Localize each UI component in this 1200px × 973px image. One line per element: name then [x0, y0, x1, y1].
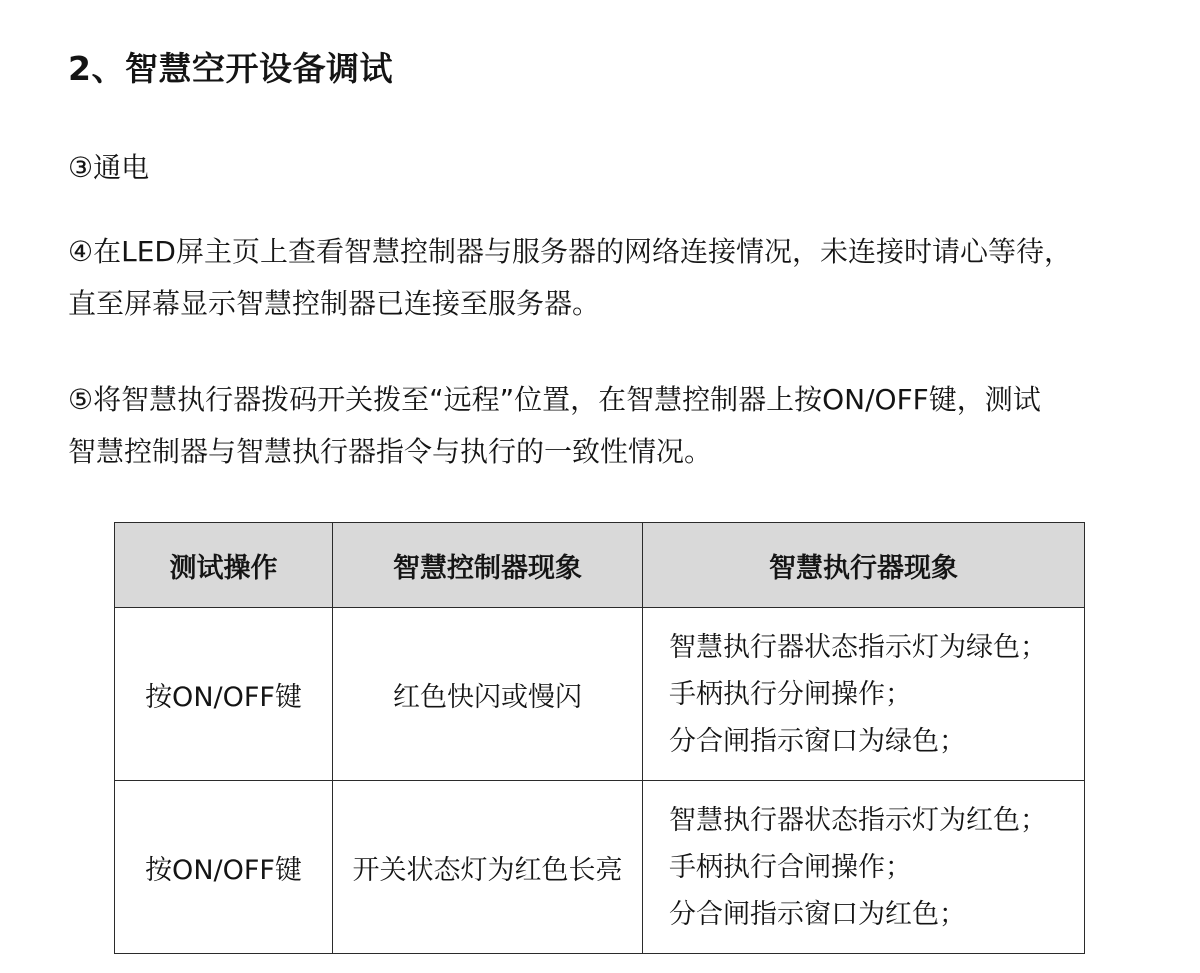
header-test-operation: 测试操作: [115, 523, 333, 608]
step-line: 直至屏幕显示智慧控制器已连接至服务器。: [68, 287, 601, 320]
step-line: ⑤将智慧执行器拨码开关拨至“远程”位置，在智慧控制器上按ON/OFF键，测试: [68, 383, 1041, 416]
actuator-effect-line: 分合闸指示窗口为红色；: [669, 898, 966, 930]
step-check-connection: [68, 226, 1072, 330]
test-results-table: [114, 522, 1085, 954]
step-power-on: [68, 142, 149, 194]
cell-controller: 开关状态灯为红色长亮: [333, 781, 643, 954]
step-line: ④在LED屏主页上查看智慧控制器与服务器的网络连接情况，未连接时请心等待，: [68, 235, 1072, 268]
actuator-effect-line: 手柄执行合闸操作；: [669, 851, 912, 883]
cell-actuator: [643, 781, 1085, 954]
step-line: ③通电: [68, 151, 150, 184]
table-row: [115, 781, 1085, 954]
section-heading: 2、智慧空开设备调试: [68, 49, 393, 88]
table-row: [115, 608, 1085, 781]
cell-controller: 红色快闪或慢闪: [333, 608, 643, 781]
actuator-effect-line: 智慧执行器状态指示灯为绿色；: [669, 631, 1047, 663]
step-line: 智慧控制器与智慧执行器指令与执行的一致性情况。: [68, 435, 713, 468]
header-controller-phenomenon: 智慧控制器现象: [333, 523, 643, 608]
cell-operation: 按ON/OFF键: [115, 608, 333, 781]
actuator-effect-line: 手柄执行分闸操作；: [669, 678, 912, 710]
actuator-effect-line: 分合闸指示窗口为绿色；: [669, 725, 966, 757]
header-actuator-phenomenon: 智慧执行器现象: [643, 523, 1085, 608]
table-header-row: [115, 523, 1085, 608]
step-remote-test: [68, 374, 1041, 478]
actuator-effect-line: 智慧执行器状态指示灯为红色；: [669, 804, 1047, 836]
cell-operation: 按ON/OFF键: [115, 781, 333, 954]
cell-actuator: [643, 608, 1085, 781]
